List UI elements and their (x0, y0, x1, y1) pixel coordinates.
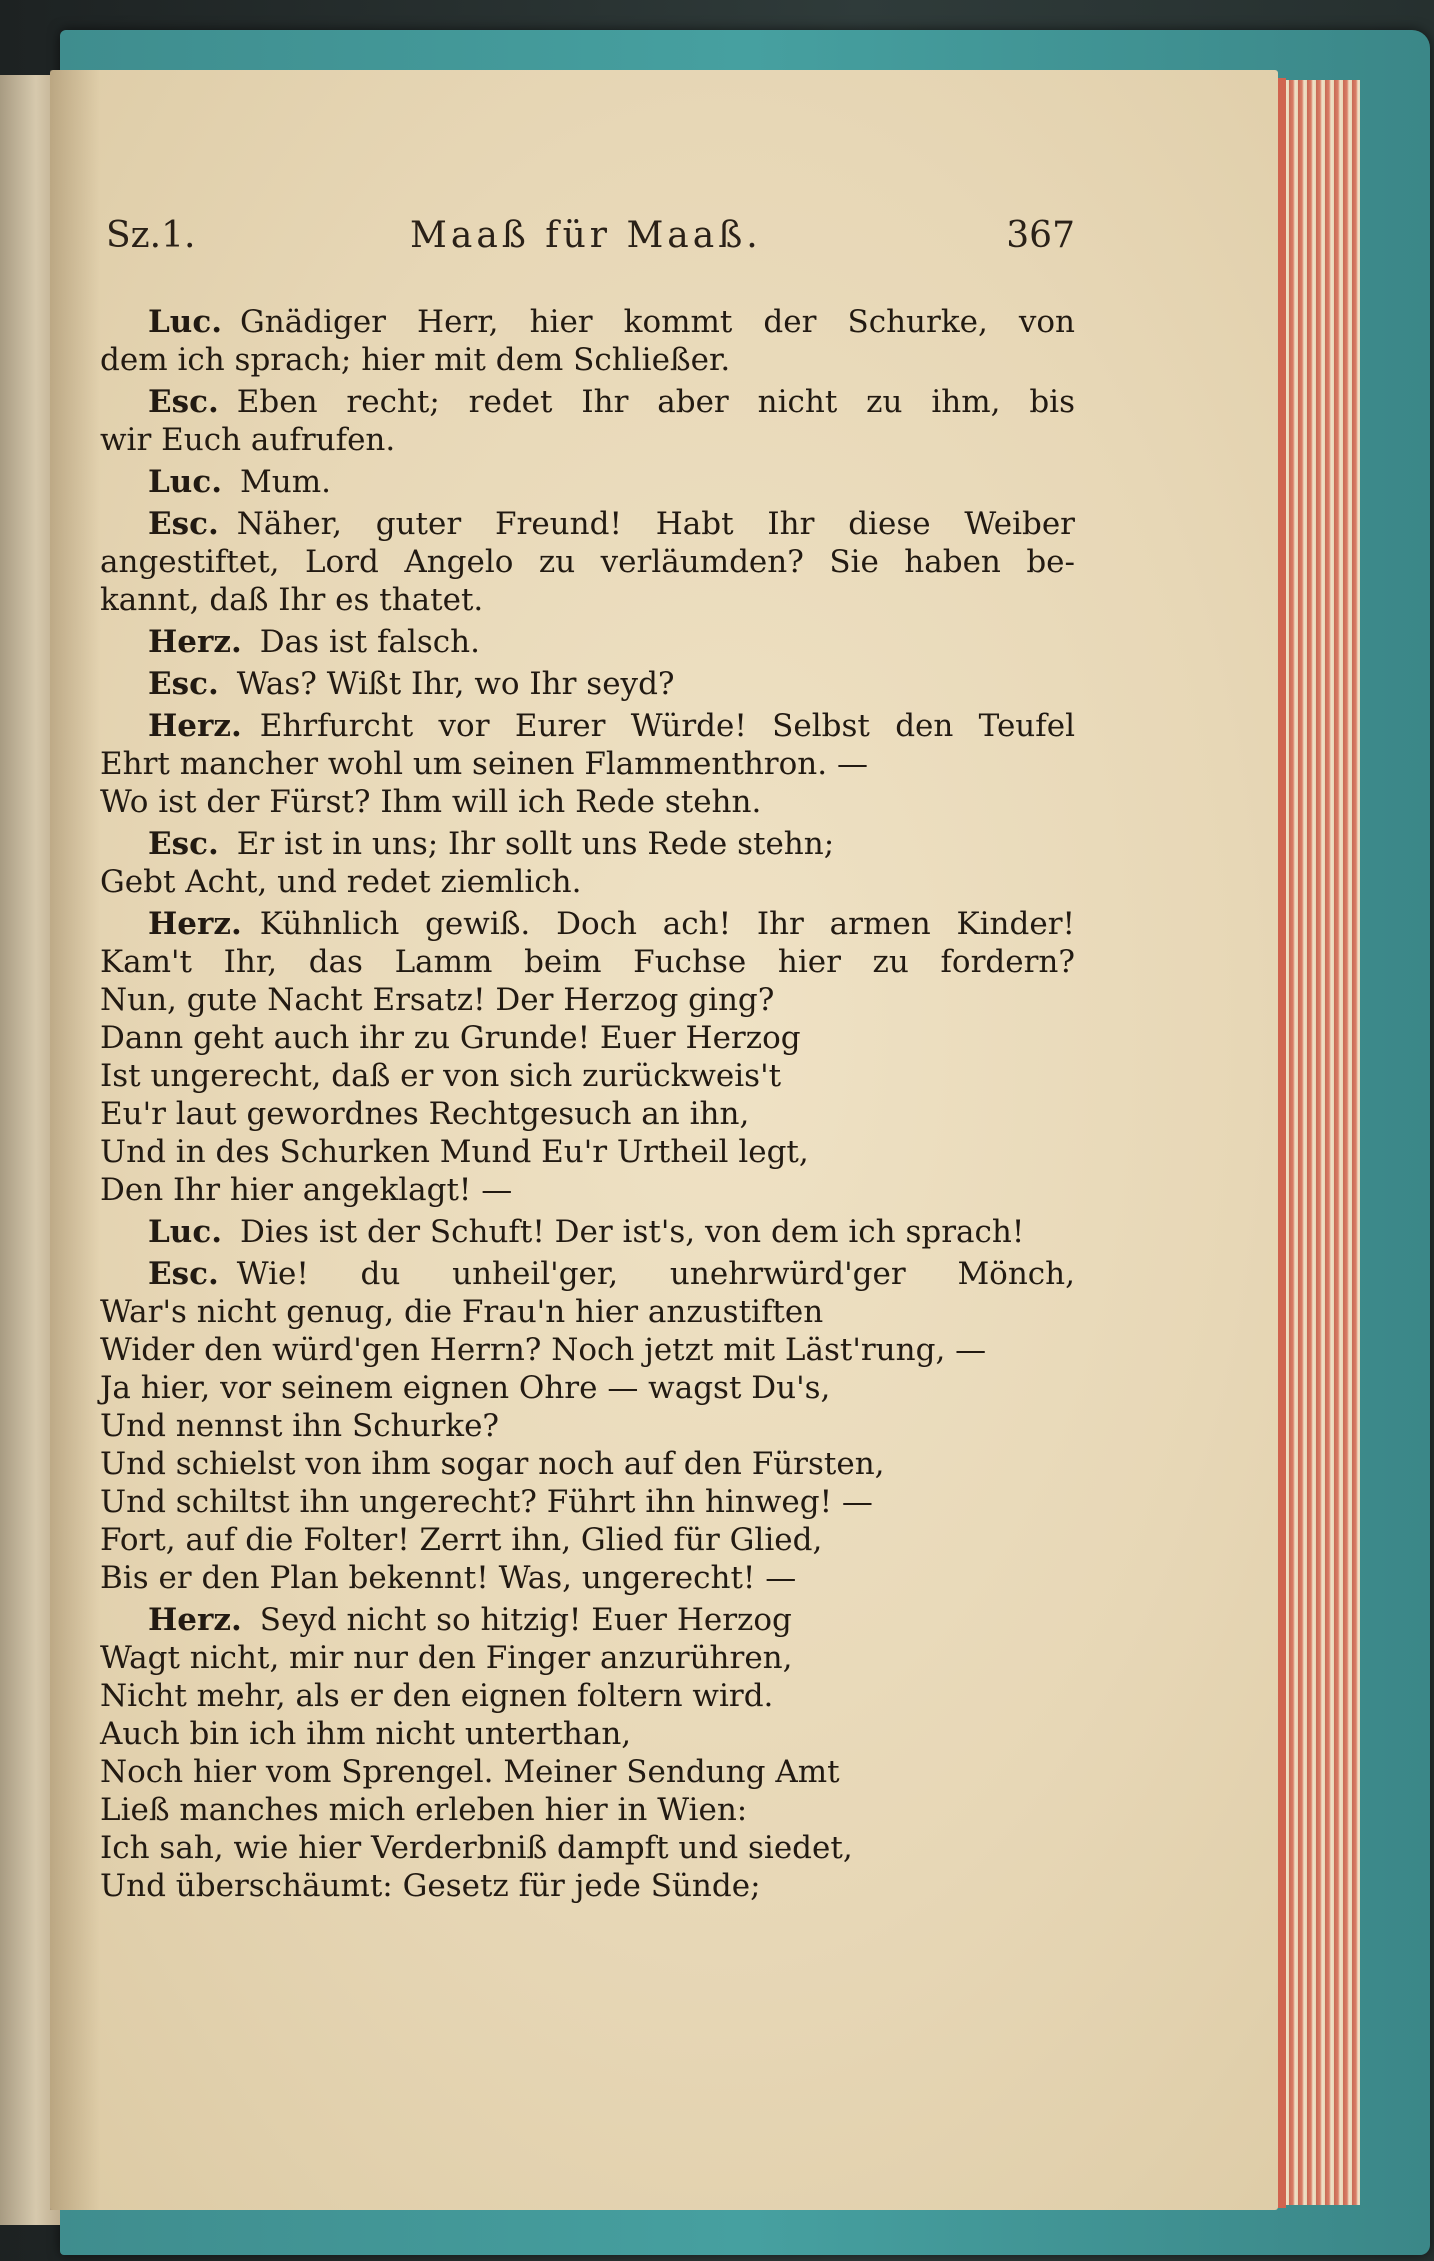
speaker-label: Esc. (148, 384, 219, 420)
speaker-label: Herz. (148, 624, 242, 660)
line-text: Dies ist der Schuft! Der ist's, von dem ich sprach! (240, 1214, 1025, 1250)
line-text: Ist ungerecht, daß er von sich zurückweis't (100, 1058, 782, 1094)
text-line (100, 905, 1075, 943)
text-body (100, 303, 1075, 1905)
text-line (100, 1213, 1075, 1251)
line-text: Wo ist der Fürst? Ihm will ich Rede stehn. (100, 784, 762, 820)
text-line (100, 783, 1075, 821)
line-text: Eben recht; redet Ihr aber nicht zu ihm, bis (236, 384, 1075, 420)
speaker-label: Luc. (148, 1214, 223, 1250)
line-text: Noch hier vom Sprengel. Meiner Sendung Amt (100, 1754, 840, 1790)
text-line (100, 1483, 1075, 1521)
line-text: Mum. (240, 464, 331, 500)
line-text: dem ich sprach; hier mit dem Schließer. (100, 342, 731, 378)
text-line (100, 1753, 1075, 1791)
text-line (100, 863, 1075, 901)
speaker-label: Esc. (148, 826, 219, 862)
speaker-label: Esc. (148, 506, 219, 542)
line-text: War's nicht genug, die Frau'n hier anzustiften (100, 1294, 824, 1330)
text-line (100, 505, 1075, 543)
text-line (100, 1255, 1075, 1293)
text-line (100, 1293, 1075, 1331)
text-line (100, 981, 1075, 1019)
page-stack-edge (1280, 80, 1360, 2205)
text-line (100, 543, 1075, 581)
text-line (100, 1171, 1075, 1209)
text-line (100, 1331, 1075, 1369)
speaker-label: Esc. (148, 1256, 219, 1292)
page-title: Maaß für Maaß. (410, 215, 762, 256)
text-line (100, 1715, 1075, 1753)
line-text: Wider den würd'gen Herrn? Noch jetzt mit Läst'rung, — (100, 1332, 987, 1368)
line-text: Ließ manches mich erleben hier in Wien: (100, 1792, 748, 1828)
text-line (100, 1521, 1075, 1559)
text-line (100, 1639, 1075, 1677)
line-text: Nun, gute Nacht Ersatz! Der Herzog ging? (100, 982, 775, 1018)
text-line (100, 1407, 1075, 1445)
line-text: Und nennst ihn Schurke? (100, 1408, 500, 1444)
scene-number: Sz.1. (106, 215, 196, 256)
text-line (100, 1677, 1075, 1715)
line-text: angestiftet, Lord Angelo zu verläumden? Sie haben be- (100, 544, 1075, 580)
text-line (100, 1057, 1075, 1095)
line-text: Kam't Ihr, das Lamm beim Fuchse hier zu fordern? (100, 944, 1075, 980)
line-text: Eu'r laut gewordnes Rechtgesuch an ihn, (100, 1096, 750, 1132)
text-line (100, 383, 1075, 421)
line-text: Kühnlich gewiß. Doch ach! Ihr armen Kinder! (259, 906, 1075, 942)
text-line (100, 623, 1075, 661)
line-text: Und in des Schurken Mund Eu'r Urtheil legt, (100, 1134, 809, 1170)
line-text: Seyd nicht so hitzig! Euer Herzog (259, 1602, 792, 1638)
line-text: Fort, auf die Folter! Zerrt ihn, Glied für Glied, (100, 1522, 823, 1558)
text-line (100, 303, 1075, 341)
line-text: Und schiltst ihn ungerecht? Führt ihn hinweg! — (100, 1484, 873, 1520)
page-number: 367 (1006, 215, 1075, 256)
text-line (100, 943, 1075, 981)
text-line (100, 1369, 1075, 1407)
line-text: Dann geht auch ihr zu Grunde! Euer Herzog (100, 1020, 801, 1056)
line-text: Und schielst von ihm sogar noch auf den Fürsten, (100, 1446, 885, 1482)
line-text: Ja hier, vor seinem eignen Ohre — wagst Du's, (100, 1370, 831, 1406)
text-line (100, 1559, 1075, 1597)
line-text: Das ist falsch. (259, 624, 480, 660)
speaker-label: Luc. (148, 304, 223, 340)
speaker-label: Esc. (148, 666, 219, 702)
text-line (100, 1601, 1075, 1639)
line-text: Ehrt mancher wohl um seinen Flammenthron. — (100, 746, 868, 782)
text-line (100, 581, 1075, 619)
line-text: Er ist in uns; Ihr sollt uns Rede stehn; (236, 826, 835, 862)
gutter-shadow (50, 70, 100, 2210)
line-text: Ehrfurcht vor Eurer Würde! Selbst den Teufel (259, 708, 1075, 744)
text-line (100, 1445, 1075, 1483)
line-text: Wagt nicht, mir nur den Finger anzurühren, (100, 1640, 793, 1676)
line-text: Ich sah, wie hier Verderbniß dampft und siedet, (100, 1830, 853, 1866)
text-line (100, 745, 1075, 783)
text-line (100, 1095, 1075, 1133)
text-line (100, 1867, 1075, 1905)
line-text: Bis er den Plan bekennt! Was, ungerecht! — (100, 1560, 797, 1596)
text-line (100, 1829, 1075, 1867)
text-line (100, 707, 1075, 745)
text-line (100, 341, 1075, 379)
speaker-label: Luc. (148, 464, 223, 500)
line-text: Und überschäumt: Gesetz für jede Sünde; (100, 1868, 761, 1904)
line-text: Näher, guter Freund! Habt Ihr diese Weiber (236, 506, 1075, 542)
line-text: Nicht mehr, als er den eignen foltern wird. (100, 1678, 774, 1714)
speaker-label: Herz. (148, 708, 242, 744)
line-text: wir Euch aufrufen. (100, 422, 396, 458)
text-line (100, 1133, 1075, 1171)
line-text: Gebt Acht, und redet ziemlich. (100, 864, 582, 900)
line-text: Auch bin ich ihm nicht unterthan, (100, 1716, 632, 1752)
line-text: kannt, daß Ihr es thatet. (100, 582, 484, 618)
text-line (100, 421, 1075, 459)
speaker-label: Herz. (148, 1602, 242, 1638)
text-line (100, 665, 1075, 703)
text-line (100, 463, 1075, 501)
text-line (100, 1019, 1075, 1057)
running-head (100, 205, 1075, 265)
text-line (100, 1791, 1075, 1829)
line-text: Gnädiger Herr, hier kommt der Schurke, von (240, 304, 1075, 340)
line-text: Wie! du unheil'ger, unehrwürd'ger Mönch, (236, 1256, 1075, 1292)
line-text: Den Ihr hier angeklagt! — (100, 1172, 513, 1208)
text-line (100, 825, 1075, 863)
speaker-label: Herz. (148, 906, 242, 942)
line-text: Was? Wißt Ihr, wo Ihr seyd? (236, 666, 675, 702)
